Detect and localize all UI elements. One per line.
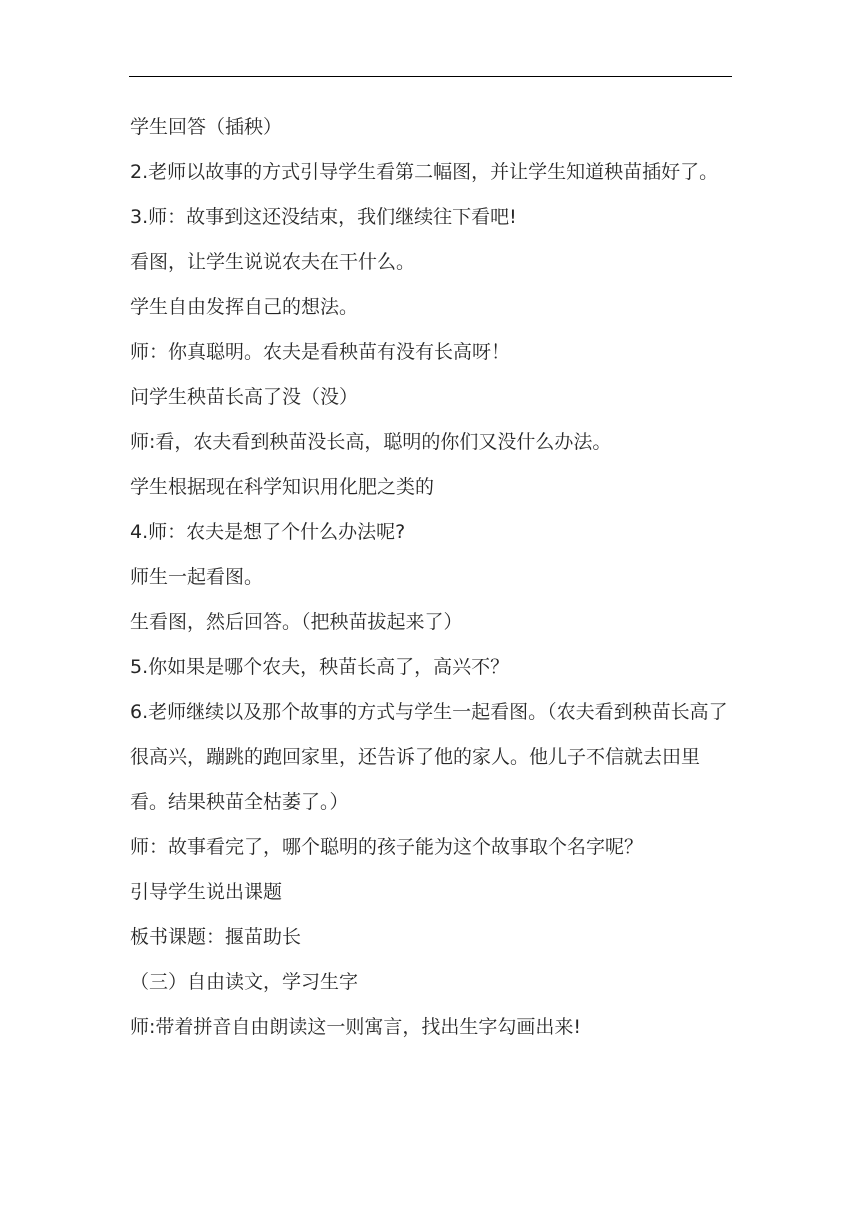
paragraph: 师：你真聪明。农夫是看秧苗有没有长高呀！: [130, 341, 511, 363]
paragraph: 6.老师继续以及那个故事的方式与学生一起看图。（农夫看到秧苗长高了很高兴，蹦跳的跑回家里，还告诉了他的家人。他儿子不信就去田里看。结果秧苗全枯萎了。）: [130, 701, 728, 813]
paragraph: 引导学生说出课题: [130, 881, 283, 903]
paragraph: 2.老师以故事的方式引导学生看第二幅图，并让学生知道秧苗插好了。: [130, 161, 719, 183]
paragraph: 师:看，农夫看到秧苗没长高，聪明的你们又没什么办法。: [130, 431, 612, 453]
section-heading: （三）自由读文，学习生字: [130, 971, 359, 993]
paragraph: 学生根据现在科学知识用化肥之类的: [130, 476, 435, 498]
header-rule: [129, 76, 732, 77]
document-body: [130, 105, 734, 1050]
paragraph: 师：故事看完了，哪个聪明的孩子能为这个故事取个名字呢？: [130, 836, 644, 858]
paragraph: 3.师：故事到这还没结束，我们继续往下看吧!: [130, 206, 517, 228]
paragraph: 学生回答（插秧）: [130, 116, 283, 138]
paragraph: 师:带着拼音自由朗读这一则寓言，找出生字勾画出来!: [130, 1016, 582, 1038]
paragraph: 5.你如果是哪个农夫，秧苗长高了，高兴不？: [130, 656, 510, 678]
paragraph: 问学生秧苗长高了没（没）: [130, 386, 359, 408]
paragraph: 师生一起看图。: [130, 566, 264, 588]
paragraph: 学生自由发挥自己的想法。: [130, 296, 359, 318]
paragraph: 4.师：农夫是想了个什么办法呢?: [130, 521, 406, 543]
paragraph: 生看图，然后回答。（把秧苗拔起来了）: [130, 611, 463, 633]
paragraph: 看图，让学生说说农夫在干什么。: [130, 251, 416, 273]
paragraph: 板书课题：揠苗助长: [130, 926, 302, 948]
